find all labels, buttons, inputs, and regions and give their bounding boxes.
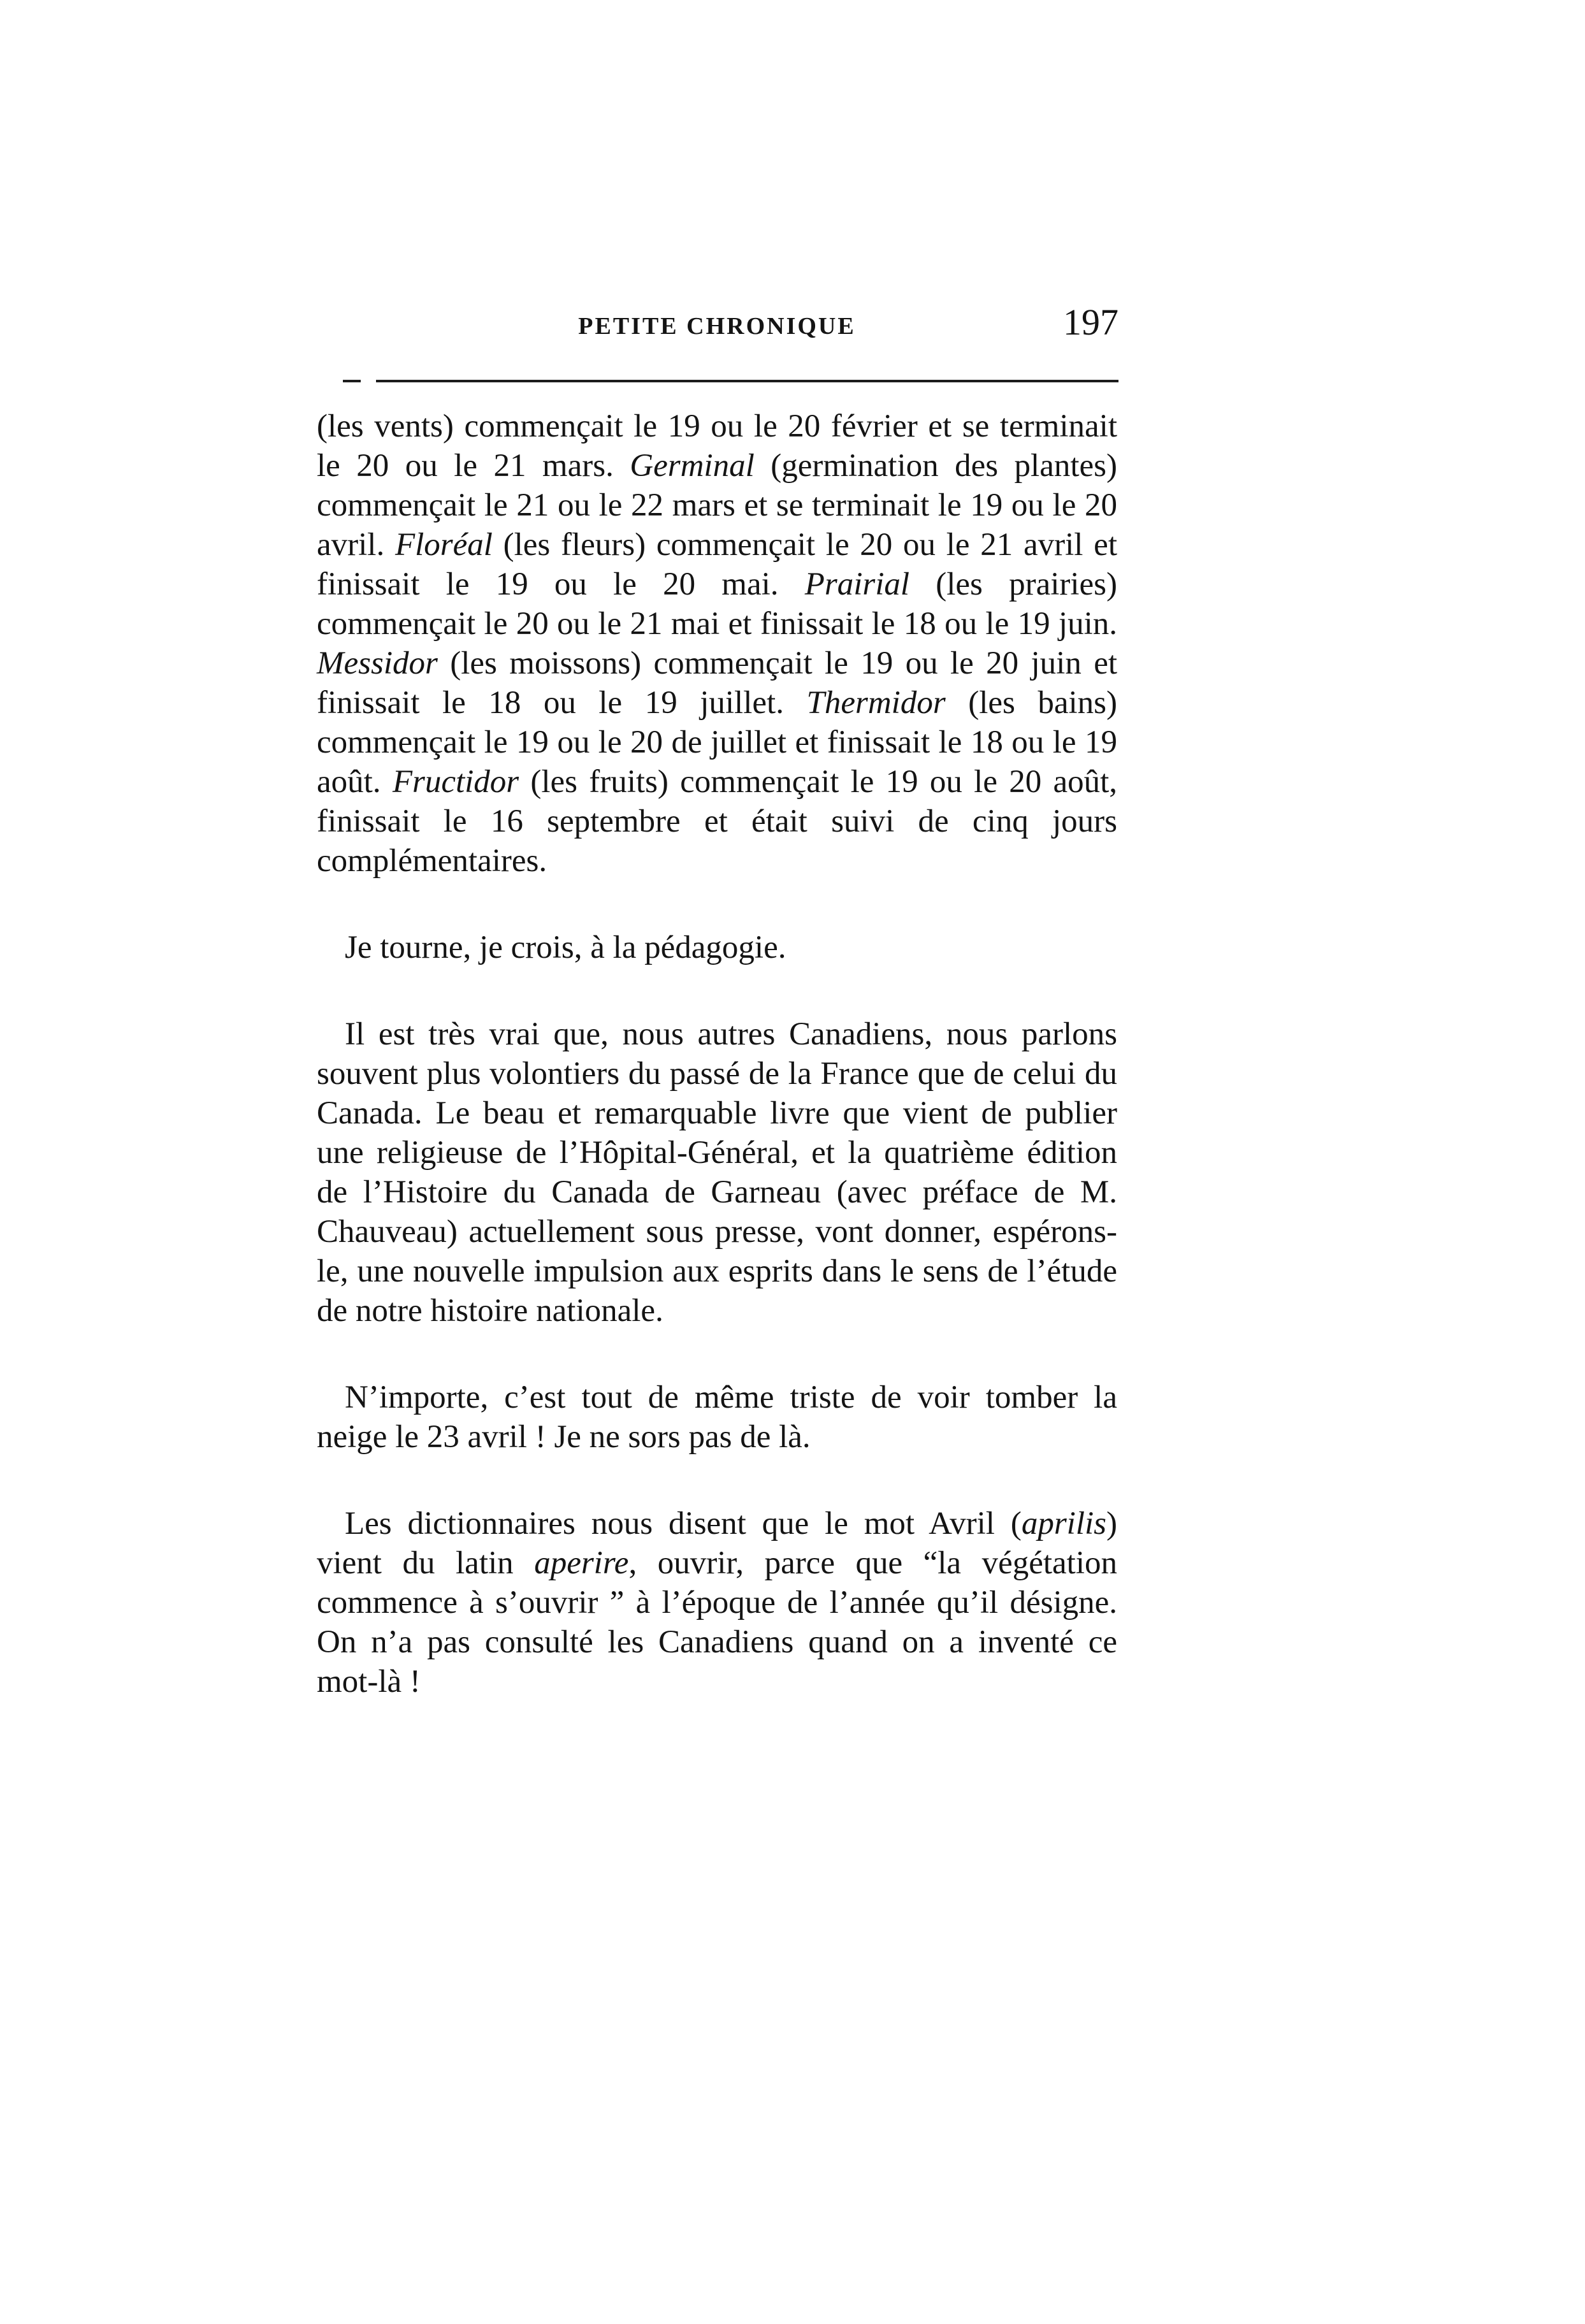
month-name-fructidor: Fructidor — [392, 764, 519, 800]
header-rule — [319, 380, 1118, 382]
text-segment: ) vient du latin — [317, 1506, 1117, 1581]
paragraph-republican-calendar — [317, 407, 1117, 881]
paragraph-avril — [317, 1504, 1117, 1701]
month-name-thermidor: Thermidor — [806, 685, 946, 721]
body-text — [317, 407, 1117, 1701]
page-header — [315, 294, 1118, 345]
month-name-prairial: Prairial — [804, 567, 910, 602]
text-segment: (les prairies) commençait le 20 ou le 21 mai et finissait le 18 ou le 19 juin. — [317, 567, 1117, 642]
month-name-germinal: Germinal — [630, 448, 755, 484]
paragraph-neige: N’importe, c’est tout de même triste de voir tomber la neige le 23 avril ! Je ne sors pas de là. — [317, 1380, 1117, 1455]
text-segment: (germination des plantes) commençait le 21 ou le 22 mars et se terminait le 19 ou le 20 avril. — [317, 448, 1117, 563]
text-segment: (les bains) commençait le 19 ou le 20 de juillet et finissait le 18 ou le 19 août. — [317, 685, 1117, 800]
paragraph-canadiens: Il est très vrai que, nous autres Canadiens, nous parlons souvent plus volontiers du passé de la France que de celui du Canada. Le beau et remarquable livre que vient de publier une religieuse de l’Hôpital-Général, et la quatrième édition de l’Histoire du Canada de Garneau (avec préface de M. Chauveau) actuellement sous presse, vont donner, espérons-le, une nouvelle impulsion aux esprits dans le sens de l’étude de notre histoire nationale. — [317, 1016, 1117, 1329]
text-segment: , ouvrir, parce que “la végétation commence à s’ouvrir ” à l’époque de l’année qu’il désigne. On n’a pas consulté les Canadiens quand on a inventé ce mot-là ! — [317, 1545, 1118, 1700]
running-title: PETITE CHRONIQUE — [578, 313, 856, 340]
paragraph-pedagogie: Je tourne, je crois, à la pédagogie. — [345, 930, 786, 965]
text-segment: (les fruits) commençait le 19 ou le 20 août, finissait le 16 septembre et était suivi de cinq jours complémentaires. — [317, 764, 1117, 879]
month-name-messidor: Messidor — [317, 646, 438, 681]
text-segment: (les vents) commençait le 19 ou le 20 février et se terminait le 20 ou le 21 mars. — [317, 408, 1117, 484]
text-segment: Les dictionnaires nous disent que le mot Avril ( — [345, 1506, 1022, 1541]
month-name-floreal: Floréal — [394, 527, 493, 563]
latin-word-aperire: aperire — [534, 1545, 629, 1581]
text-segment: (les moissons) commençait le 19 ou le 20 juin et finissait le 18 ou le 19 juillet. — [317, 646, 1117, 721]
latin-word-aprilis: aprilis — [1021, 1506, 1107, 1541]
text-segment: (les fleurs) commençait le 20 ou le 21 avril et finissait le 19 ou le 20 mai. — [317, 527, 1117, 602]
page-number: 197 — [1063, 301, 1118, 343]
